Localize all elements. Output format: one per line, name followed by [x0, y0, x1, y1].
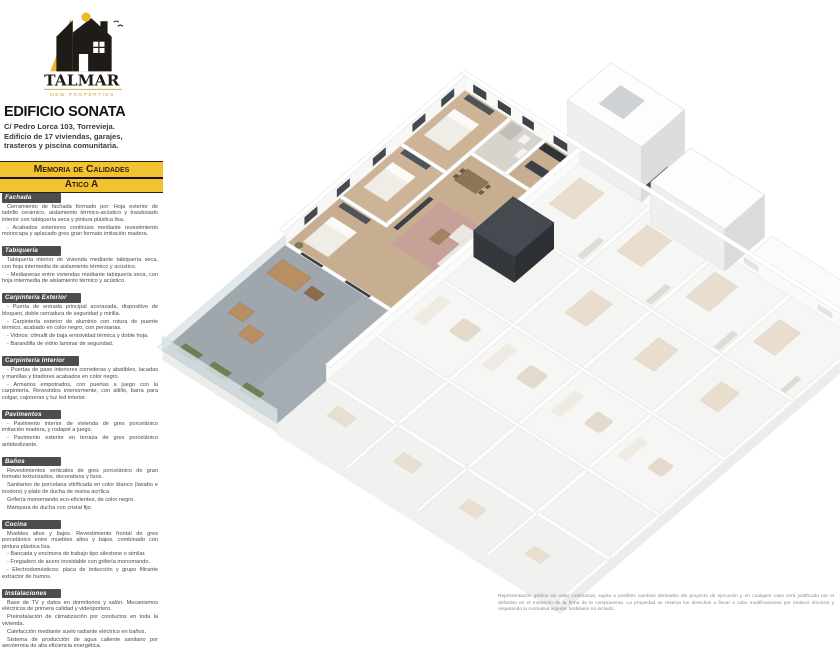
spec-item: Grifería monomando eco-eficientes, de color negro.: [7, 496, 135, 503]
info-sidebar: [0, 0, 165, 650]
section-title: Carpintería Interior: [2, 356, 79, 366]
spec-item: Cerramiento de fachada formado por: Hoja exterior de ladrillo cerámico, aislamiento térmico-acústico y trasdosado interior con tabiquería seca y pintura plástica lisa.: [2, 204, 158, 223]
spec-item: Sistema de producción de agua caliente sanitario por aerotermia de alta eficiencia energética.: [2, 636, 158, 650]
spec-item: Tabiquería interior de vivienda mediante tabiquería seca, con hoja intermedia de aislamiento térmico y acústico.: [2, 257, 158, 270]
spec-item: Mampara de ducha con cristal fijo.: [7, 504, 93, 511]
spec-item: - Fregadero de acero inoxidable con grifería monomando.: [7, 559, 151, 566]
floor-plane: [158, 59, 840, 605]
legal-disclaimer: Representación gráfica sin valor contractual, sujeta a posibles cambios derivados del proyecto de ejecución y en cualquier caso será justificada por el definitivo en el momento de la firma de la compraventa. La propiedad se reserva los derechos a llevar a cabo modificaciones por motivos técnicos y respetando la normativa vigente. Mobiliario no incluido.: [498, 594, 834, 612]
section-title: Cocina: [2, 520, 61, 530]
spec-item: - Barandilla de vidrio laminar de seguridad.: [7, 341, 114, 348]
spec-item: Calefacción mediante suelo radiante eléctrico en baños.: [7, 628, 146, 635]
spec-item: - Pavimento interior de vivienda de gres porcelánico imitación madera, y rodapié a juego.: [2, 420, 158, 434]
section-title: Tabiquería: [2, 246, 61, 256]
section-title: Instalaciones: [2, 589, 61, 599]
spec-item: - Armarios empotrados, con puertas a juego con la carpintería. Revestidos interiormente, con altillo, barra para colgar, cajoneras y luz led interior.: [2, 381, 158, 401]
building-name: EDIFICIO SONATA: [4, 104, 126, 120]
section-title: Pavimentos: [2, 410, 61, 420]
building-address: C/ Pedro Lorca 103, Torrevieja.: [4, 122, 115, 132]
building-description: Edificio de 17 viviendas, garajes, trasteros y piscina comunitaria.: [4, 132, 123, 151]
spec-item: - Vidrios: climalit de baja emisividad térmica y doble hoja.: [7, 333, 149, 340]
spec-item: - Carpintería exterior de aluminio con rotura de puente térmico, acabado en color negro, con persianas.: [2, 318, 158, 332]
spec-item: Muebles altos y bajos. Revestimiento frontal de gres porcelánico entre muebles altos y bajos, combinado con pintura plástica lisa.: [2, 530, 158, 550]
spec-sections: [2, 186, 158, 651]
specs-banner-subtitle: Ático A: [0, 179, 163, 193]
svg-text:TALMAR: TALMAR: [43, 71, 122, 90]
section-title: Fachada: [2, 193, 61, 203]
spec-item: Preinstalación de climatización por conductos en toda la vivienda.: [2, 614, 158, 627]
spec-item: Sanitarios de porcelana vitrificada en color blanco (lavabo e inodoro) y plato de ducha de resina acrílica.: [2, 482, 158, 495]
spec-item: - Pavimento exterior en terraza de gres porcelánico antideslizante.: [2, 435, 158, 448]
spec-item: - Acabados exteriores continuos mediante revestimiento monocapa y aplacado gres gran formato imitación madera.: [2, 224, 158, 238]
building-info: [0, 105, 165, 150]
spec-item: - Puertas de paso interiores correderas y abatibles, lacadas y manillas y tiradores acabados en color negro.: [2, 367, 158, 380]
section-title: Baños: [2, 457, 61, 467]
brand-logo: [0, 10, 165, 103]
spec-item: Base de TV y datos en dormitorios y salón. Mecanismos eléctricos de primera calidad y videoportero.: [2, 599, 158, 613]
section-title: Carpintería Exterior: [2, 293, 81, 303]
spec-item: - Electrodomésticos: placa de inducción y grupo filtrante extractor de humos.: [2, 567, 158, 580]
spec-item: - Medianeras entre viviendas mediante tabiquería seca, con hoja intermedia de aislamiento térmico y acústico.: [2, 271, 158, 285]
svg-text:NEW PROPERTIES: NEW PROPERTIES: [49, 92, 116, 98]
specs-banner-title: Memoria de Calidades: [0, 162, 163, 179]
spec-item: - Bancada y encimera de trabajo tipo silestone o similar.: [7, 551, 146, 558]
spec-item: Revestimientos verticales de gres porcelánico de gran formato texturizados, decorativos y lisos.: [2, 467, 158, 481]
talmar-house-icon: [35, 10, 131, 98]
spec-item: - Puerta de entrada principal acorazada, dispositivo de bloqueo, doble cerradura de seguridad y mirilla.: [2, 304, 158, 317]
